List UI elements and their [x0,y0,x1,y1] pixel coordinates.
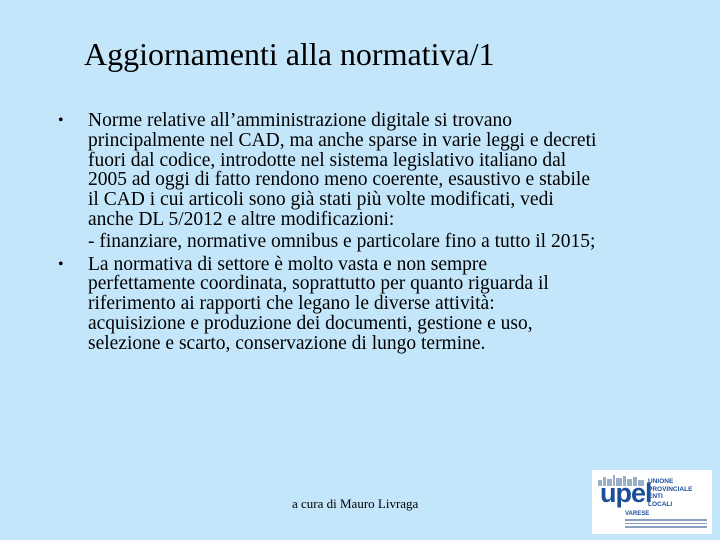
bullet-text: La normativa di settore è molto vasta e non sempre perfettamente coordinata, soprattutto per quanto riguarda il riferimento ai rapporti che legano le diverse attività: acquisizione e produzione dei documenti, gestione e uso, selezione e scarto, conservazione di lungo termine. [88,253,549,354]
footer-author: a cura di Mauro Livraga [292,496,419,511]
bullet-text: Norme relative all’amministrazione digitale si trovano principalmente nel CAD, ma anche sparse in varie leggi e decreti fuori dal codice, introdotte nel sistema legislativo italiano dal 2005 ad oggi di fatto rendono meno coerente, esaustivo e stabile il CAD i cui articoli sono già stati più volte modificati, vedi anche DL 5/2012 e altre modificazioni: [88,110,597,230]
bullet-marker: • [58,112,64,129]
slide-title: Aggiornamenti alla normativa/1 [84,36,495,72]
bullet-subline: - finanziare, normative omnibus e particolare fino a tutto il 2015; [88,230,596,252]
bullet-item [58,111,678,252]
logo-name: UNIONE PROVINCIALE ENTI LOCALI [648,478,693,508]
bullet-marker: • [58,255,64,273]
logo-place: VARESE [625,511,650,517]
upel-logo [592,470,712,534]
bullet-item [58,255,678,354]
logo-mark: upel [600,478,652,508]
bullet-list [58,111,678,354]
logo-fine-print [625,519,707,530]
